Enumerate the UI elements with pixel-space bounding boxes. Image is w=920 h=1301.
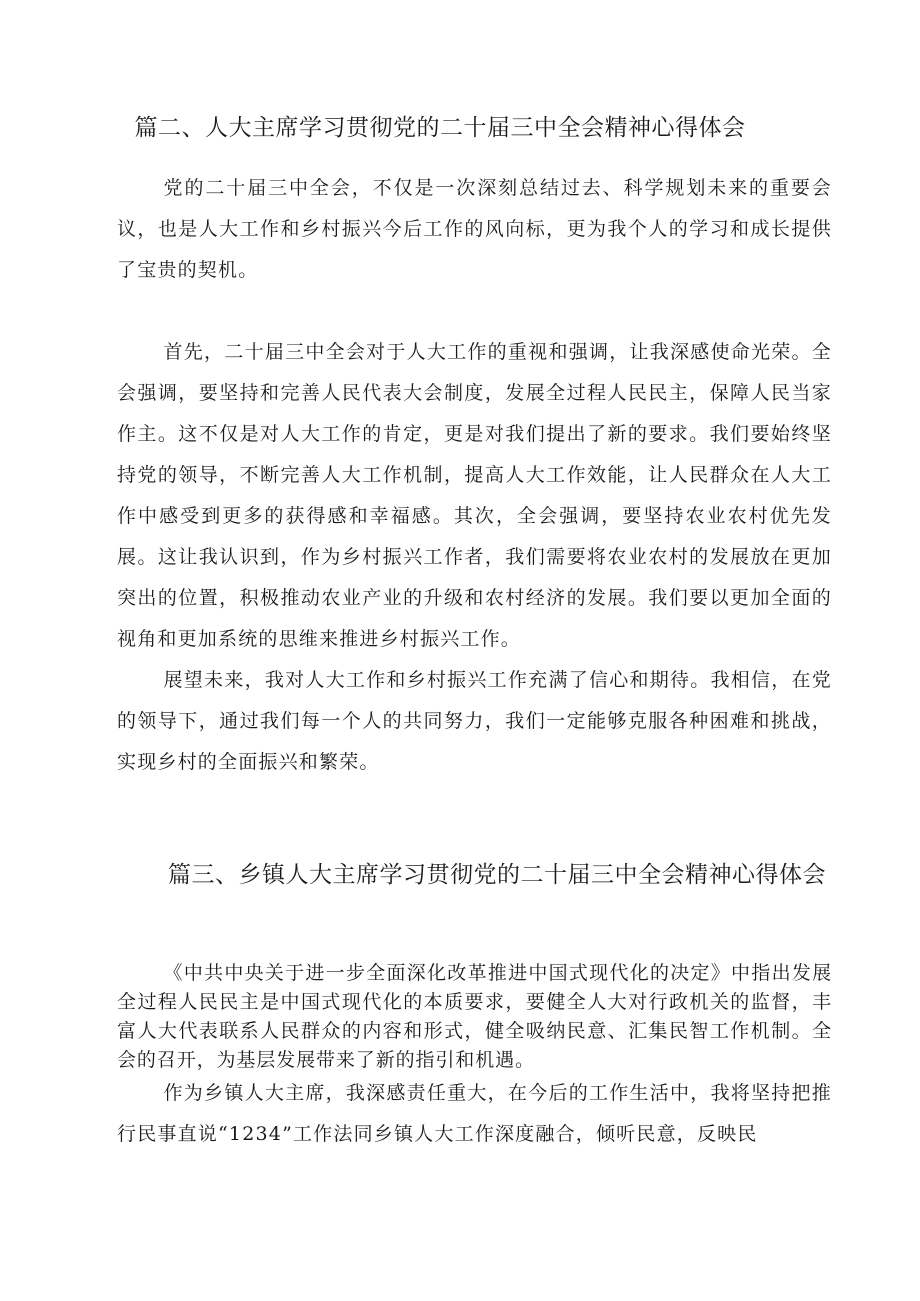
section-3-paragraph-2: 作为乡镇人大主席，我深感责任重大，在今后的工作生活中，我将坚持把推行民事直说“1234”工作法同乡镇人大工作深度融合，倾听民意，反映民 [117, 1082, 832, 1145]
section-3-paragraph-1: 《中共中央关于进一步全面深化改革推进中国式现代化的决定》中指出发展全过程人民民主是中国式现代化的本质要求，要健全人大对行政机关的监督，丰富人大代表联系人民群众的内容和形式，健全吸纳民意、汇集民智工作机制。全会的召开，为基层发展带来了新的指引和机遇。 [117, 962, 832, 1071]
section-3-title: 篇三、乡镇人大主席学习贯彻党的二十届三中全会精神心得体会 [168, 862, 826, 888]
section-2-paragraph-1: 党的二十届三中全会，不仅是一次深刻总结过去、科学规划未来的重要会议，也是人大工作和乡村振兴今后工作的风向标，更为我个人的学习和成长提供了宝贵的契机。 [117, 177, 832, 281]
section-2-title: 篇二、人大主席学习贯彻党的二十届三中全会精神心得体会 [134, 115, 746, 141]
section-2-paragraph-3: 展望未来，我对人大工作和乡村振兴工作充满了信心和期待。我相信，在党的领导下，通过我们每一个人的共同努力，我们一定能够克服各种困难和挑战，实现乡村的全面振兴和繁荣。 [117, 669, 832, 773]
section-2-paragraph-2: 首先，二十届三中全会对于人大工作的重视和强调，让我深感使命光荣。全会强调，要坚持和完善人民代表大会制度，发展全过程人民民主，保障人民当家作主。这不仅是对人大工作的肯定，更是对我们提出了新的要求。我们要始终坚持党的领导，不断完善人大工作机制，提高人大工作效能，让人民群众在人大工作中感受到更多的获得感和幸福感。其次，全会强调，要坚持农业农村优先发展。这让我认识到，作为乡村振兴工作者，我们需要将农业农村的发展放在更加突出的位置，积极推动农业产业的升级和农村经济的发展。我们要以更加全面的视角和更加系统的思维来推进乡村振兴工作。 [117, 341, 832, 650]
